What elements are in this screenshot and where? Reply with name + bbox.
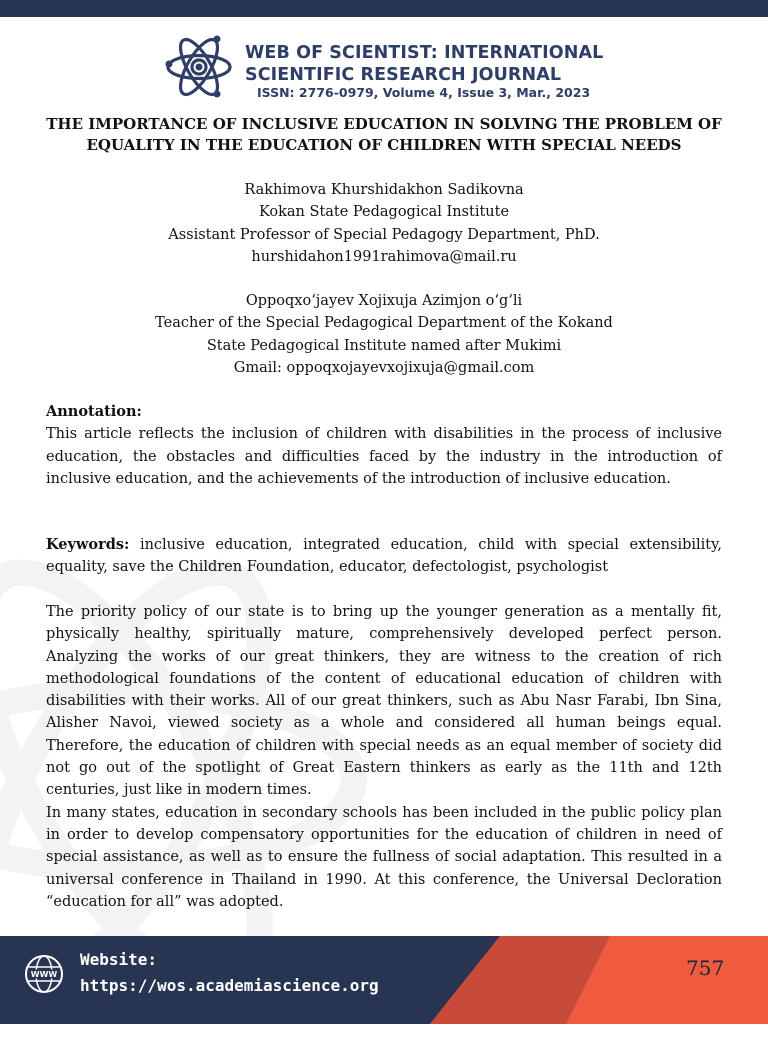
author2-position-line1: Teacher of the Special Pedagogical Department of the Kokand (155, 315, 613, 332)
svg-text:WWW: WWW (30, 970, 58, 979)
author1-email[interactable]: hurshidahon1991rahimova@mail.ru (251, 248, 517, 265)
issn-info: ISSN: 2776-0979, Volume 4, Issue 3, Mar., 2023 (257, 85, 591, 100)
website-link[interactable]: https://wos.academiascience.org (80, 976, 379, 995)
keywords-section (46, 534, 722, 579)
author1-position: Assistant Professor of Special Pedagogy Department, PhD. (168, 226, 600, 243)
body-text (46, 601, 722, 913)
top-banner-bar (0, 0, 768, 17)
journal-title-line2: SCIENTIFIC RESEARCH JOURNAL (245, 65, 562, 85)
journal-header (165, 33, 625, 103)
annotation-heading: Annotation: (46, 403, 142, 420)
author2-email[interactable]: Gmail: oppoqxojayevxojixuja@gmail.com (233, 360, 535, 377)
annotation-section (46, 401, 722, 490)
author2-name: Oppoqxo‘jayev Xojixuja Azimjon o‘g‘li (245, 293, 523, 310)
globe-www-icon (24, 954, 64, 994)
atom-icon (165, 33, 233, 101)
annotation-text: This article reflects the inclusion of children with disabilities in the process of inclusive education, the obstacles and difficulties faced by the industry in the introduction of inclusive education, and the achievements of the introduction of inclusive education. (46, 426, 722, 487)
paragraph-2: In many states, education in secondary schools has been included in the public policy plan in order to develop compensatory opportunities for the education of children in need of special assistance, as well as to ensure the fullness of social adaptation. This resulted in a universal conference in Thailand in 1990. At this conference, the Universal Decloration “education for all” was adopted. (46, 804, 722, 910)
keywords-heading: Keywords: (46, 536, 130, 553)
author1-name: Rakhimova Khurshidakhon Sadikovna (244, 182, 524, 198)
website-label: Website: (80, 950, 158, 969)
paragraph-1: The priority policy of our state is to bring up the younger generation as a mentally fit, physically healthy, spiritually mature, comprehensively developed perfect person. Analyzing the works of our great thinkers, they are witness to the creation of rich methodological foundations of the content of educational education of children with disabilities with their works. All of our great thinkers, such as Abu Nasr Farabi, Ibn Sina, Alisher Navoi, viewed society as a whole and considered all human beings equal. Therefore, the education of children with special needs as an equal member of society did not go out of the spotlight of Great Eastern thinkers as early as the 11th and 12th centuries, just like in modern times. (46, 604, 722, 799)
author-block (46, 179, 722, 379)
keywords-text: inclusive education, integrated education, child with special extensibility, equality, save the Children Foundation, educator, defectologist, psychologist (46, 537, 722, 576)
journal-title (245, 42, 635, 86)
paper-title: THE IMPORTANCE OF INCLUSIVE EDUCATION IN SOLVING THE PROBLEM OF EQUALITY IN THE EDUCATION OF CHILDREN WITH SPECIAL NEEDS (46, 115, 722, 154)
journal-title-line1: WEB OF SCIENTIST: INTERNATIONAL (245, 43, 604, 63)
page-footer (0, 936, 768, 1024)
author2-position-line2: State Pedagogical Institute named after Mukimi (206, 337, 562, 354)
author1-affiliation: Kokan State Pedagogical Institute (258, 204, 510, 221)
page-number: 757 (686, 956, 725, 980)
